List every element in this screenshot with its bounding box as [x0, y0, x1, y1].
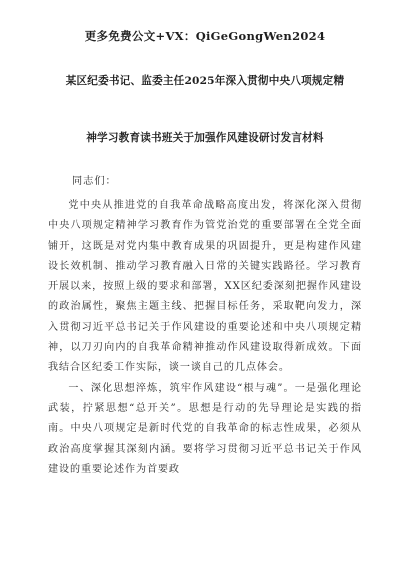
body-paragraph-2: 一、深化思想淬炼，筑牢作风建设“根与魂”。一是强化理论武装，拧紧思想“总开关”。思想是行动的先导理论是实践的指南。中央八项规定是新时代党的自我革命的标志性成果，必须从政治高度掌握其深刻内涵。要将学习贯彻习近平总书记关于作风建设的重要论述作为首要政: [48, 382, 362, 475]
body-paragraph-1: 党中央从推进党的自我革命战略高度出发，将深化深入贯彻中央八项规定精神学习教育作为管党治党的重要部署在全党全面铺开，这既是对党内集中教育成果的巩固提升，更是构建作风建设长效机制、推动学习教育融入日常的关键实践路径。学习教育开展以来，按照上级的要求和部署，XX区纪委深刻把握作风建设的政治属性，聚焦主题主线、把握目标任务，采取靶向发力，深入贯彻习近平总书记关于作风建设的重要论述和中央八项规定精神，以刀刃向内的自我革命精神推动作风建设取得新成效。下面我结合区纪委工作实际，谈一谈自己的几点体会。: [48, 200, 362, 374]
document-title-line-1: 某区纪委书记、监委主任2025年深入贯彻中央八项规定精: [65, 75, 345, 87]
promo-header: 更多免费公文+VX：QiGeGongWen2024: [84, 29, 326, 43]
salutation: 同志们：: [72, 176, 117, 187]
document-title-line-2: 神学习教育读书班关于加强作风建设研讨发言材料: [86, 132, 324, 144]
